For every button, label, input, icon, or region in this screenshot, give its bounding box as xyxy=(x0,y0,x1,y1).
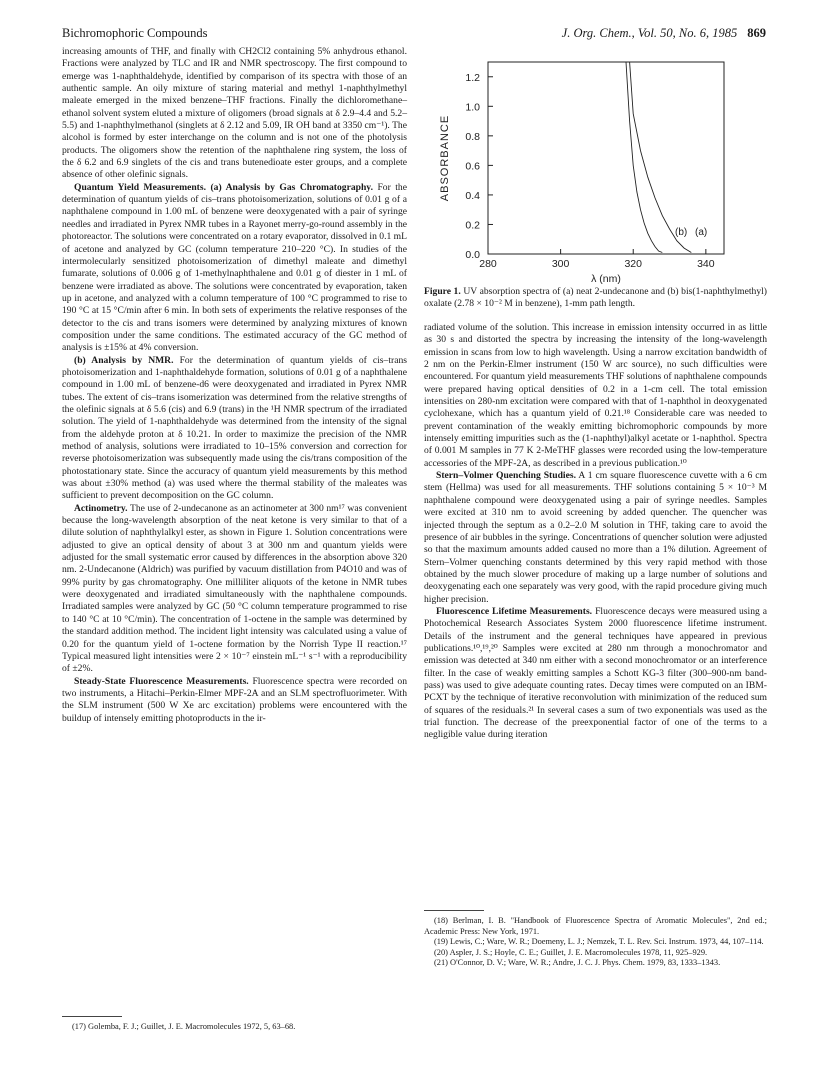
paragraph xyxy=(424,470,767,606)
paragraph-text: Fluorescence spectra were recorded on two instruments, a Hitachi–Perkin-Elmer MPF-2A and an SLM spectrofluorimeter. With the SLM instrument (500 W Xe arc excitation) problems were encountered with the buildup of intensely emitting photoproducts in the ir- xyxy=(62,675,407,724)
figure-1-chart xyxy=(424,56,767,286)
running-header-right xyxy=(562,26,766,41)
x-axis-label: λ (nm) xyxy=(591,273,621,285)
y-axis-label: ABSORBANCE xyxy=(439,114,451,202)
x-tick-label: 300 xyxy=(551,258,570,270)
reference-item: (20) Aspler, J. S.; Hoyle, C. E.; Guillet, J. E. Macromolecules 1978, 11, 925–929. xyxy=(434,947,708,957)
section-heading: Quantum Yield Measurements. (a) Analysis by Gas Chromatography. xyxy=(74,181,373,193)
journal-citation: J. Org. Chem., Vol. 50, No. 6, 1985 xyxy=(561,26,738,40)
paragraph xyxy=(424,606,767,742)
paragraph xyxy=(62,182,407,355)
paragraph: radiated volume of the solution. This increase in emission intensity occurred in as little as 30 s and distorted the spectra by increasing the intensity of the long-wavelength emission in scans from low to high wavelength. Using a narrow excitation bandwidth of 2 nm on the Perkin-Elmer instrument (150 W arc source), no such difficulties were encountered. For quantum yield measurements THF solutions of naphthalene compounds were prepared having optical densities of 0.2 in a 1-cm cell. The total emission intensities on 280-nm excitation were compared with that of 1-naphthol in deoxygenated cyclohexane, which has a quantum yield of 0.21.¹⁸ Considerable care was needed to prevent contamination of the weakly emitting bichromophoric compounds by more intensely emitting impurities such as the (1-naphthyl)alkyl acetate or 1-naphthol. Spectra of 0.001 M samples in 77 K 2-MeTHF glasses were recorded using the low-temperature accessories of the MPF-2A, as described in a previous publication.¹⁰ xyxy=(424,322,767,469)
references-left xyxy=(62,1022,407,1033)
y-tick-label: 0.2 xyxy=(465,219,480,232)
reference-item: (17) Golemba, F. J.; Guillet, J. E. Macromolecules 1972, 5, 63–68. xyxy=(72,1022,296,1031)
series-label-b: (b) xyxy=(675,227,688,238)
footnote-rule-left xyxy=(62,1016,122,1017)
series-label-a: (a) xyxy=(695,227,708,238)
reference-item: (21) O'Connor, D. V.; Ware, W. R.; Andre, J. C. J. Phys. Chem. 1979, 83, 1333–1343. xyxy=(434,958,721,968)
section-heading: (b) Analysis by NMR. xyxy=(74,354,174,366)
running-header-left: Bichromophoric Compounds xyxy=(62,26,208,40)
references-right xyxy=(424,916,767,969)
page-number: 869 xyxy=(747,26,766,40)
y-tick-label: 0.8 xyxy=(465,130,480,143)
right-text-column xyxy=(424,322,767,742)
y-tick-label: 1.0 xyxy=(465,101,480,114)
paragraph-text: A 1 cm square fluorescence cuvette with a 6 cm stem (Hellma) was used for all measurements. THF solutions containing 5 × 10⁻³ M naphthalene compound were deoxygenated using a pair of syringe needles. Samples were excited at 310 nm to avoid screening by added quencher. The quencher was injected through the septum as a 0.2–2.0 M solution in THF, taking care to avoid the presence of air bubbles in the syringe. Concentrations of quencher solution were adjusted so that the maximum amounts added caused no more than a 1% dilution. Agreement of Stern–Volmer quenching constants determined by this very rapid method with those obtained by the much slower procedure of making up a large number of solutions and deoxygenating each one separately was very good, with the rapid procedure giving much higher precision. xyxy=(424,470,767,605)
paragraph xyxy=(62,355,407,503)
caption-text: UV absorption spectra of (a) neat 2-undecanone and (b) bis(1-naphthylmethyl) oxalate (2.78 × 10⁻² M in benzene), 1-mm path length. xyxy=(424,286,767,310)
paragraph xyxy=(62,676,407,725)
figure-caption xyxy=(424,286,767,310)
caption-label: Figure 1. xyxy=(424,286,461,297)
section-heading: Fluorescence Lifetime Measurements. xyxy=(436,605,593,617)
footnote-rule-right xyxy=(424,910,484,911)
plot-frame xyxy=(488,62,724,254)
y-tick-label: 0.6 xyxy=(465,160,480,173)
paragraph-text: For the determination of quantum yields of cis–trans photoisomerization and 1-naphthaldehyde formation, solutions of 0.01 g of a naphthalene compound in 1.00 mL of benzene-d6 were deoxygenated and irradiated in Pyrex NMR tubes. The extent of cis–trans isomerization was determined from the relative strengths of the olefinic signals at δ 5.6 (cis) and 6.9 (trans) in the ¹H NMR spectrum of the irradiated solution. The yield of 1-naphthaldehyde was determined from the intensity of the signal from the aldehyde proton at δ 10.21. In order to maximize the precision of the NMR method of analysis, solutions were irradiated to 10–15% conversion and correction for reverse photoisomerization was subsequently made using the cis/trans composition of the photostationary state. Since the accuracy of quantum yield measurements by this method was about ±30% method (a) was used where the thermal stability of the maleates was sufficient to prevent decomposition on the GC column. xyxy=(62,354,407,502)
reference-item: (19) Lewis, C.; Ware, W. R.; Doemeny, L. J.; Nemzek, T. L. Rev. Sci. Instrum. 1973, 44, 107–114. xyxy=(434,937,764,947)
paragraph xyxy=(62,503,407,676)
paragraph-text: Fluorescence decays were measured using a Photochemical Research Associates System 2000 fluorescence lifetime instrument. Details of the instrument and the general techniques have appeared in previous publications.¹⁰,¹⁹,²⁰ Samples were excited at 280 nm through a monochromator and emission was detected at 340 nm either with a second monochromator or an interference filter. In the case of weakly emitting samples a Schott KG-3 filter (300–900-nm band-pass) was used to give adequate counting rates. Decay times were computed on an IBM-PCXT by the technique of iterative reconvolution with minimization of the reduced sum of squares of the residuals.²¹ In several cases a sum of two exponentials was used as the trial function. The decrease of the preexponential factor of one of the terms to a negligible value during iteration xyxy=(424,605,768,741)
section-heading: Actinometry. xyxy=(74,502,128,514)
paragraph: increasing amounts of THF, and finally with CH2Cl2 containing 5% anhydrous ethanol. Fractions were analyzed by TLC and IR and NMR spectroscopy. The first compound to emerge was 1-naphthaldehyde, identified by comparison of its spectra with those of an authentic sample. An oily mixture of staring material and methyl 1-naphthylmethyl maleate emerged in the mixed benzene–THF fractions. Finally the dichloromethane–ethanol solvent system eluted a mixture of oligomers (broad signals at δ 2.9–4.4 and 5.2–5.5) and 1-naphthylmethanol (singlets at δ 2.12 and 5.09, IR OH band at 3350 cm⁻¹). The alcohol is formed by ester interchange on the column and is not one of the photolysis products. The oligomers show the retention of the naphthalene ring system, the loss of the δ 6.2 and 6.9 singlets of the cis and trans butenedioate ester groups, and a complete absence of other olefinic signals. xyxy=(62,46,407,181)
section-heading: Stern–Volmer Quenching Studies. xyxy=(436,470,576,482)
paragraph-text: For the determination of quantum yields of cis–trans photoisomerization, solutions of 0.01 g of a naphthalene compound in 1.00 mL of benzene were deoxygenated with a pair of syringe needles and irradiated in Pyrex NMR tubes in a Rayonet merry-go-round assembly in the photoreactor. The solutions were concentrated on a rotary evaporator, dissolved in 0.1 mL of acetone and analyzed by GC (column temperature 210–220 °C). In studies of the intermolecularly sensitized photoisomerization of dimethyl maleate and dimethyl fumarate, solutions of 0.006 g of 1-methylnaphthalene and 0.01 g of diester in 1 mL of benzene were irradiated as above. The solutions were concentrated by evaporation, taken up in acetone, and analyzed with a column temperature of 100 °C programmed to rise to 190 °C at 15 °C/min after 6 min. In both sets of experiments the relative responses of the detector to the cis and trans isomers were determined by analyzing mixtures of known composition under the same conditions. The estimated accuracy of the GC method of analysis is ±15% at 4% conversion. xyxy=(62,181,407,354)
y-tick-label: 0.0 xyxy=(465,249,480,261)
series-line-a xyxy=(630,62,692,253)
x-tick-label: 320 xyxy=(624,258,642,270)
x-tick-label: 280 xyxy=(479,258,497,270)
y-tick-label: 1.2 xyxy=(465,71,480,84)
section-heading: Steady-State Fluorescence Measurements. xyxy=(74,675,249,687)
left-text-column xyxy=(62,46,407,725)
paragraph-text: The use of 2-undecanone as an actinometer at 300 nm¹⁷ was convenient because the long-wavelength absorption of the neat ketone is very similar to that of a dilute solution of naphthylalkyl ester, as shown in Figure 1. Solution concentrations were adjusted to give an optical density of about 3 at 300 nm and quantum yields were adjusted for the small systematic error caused by differences in the absorption above 320 nm. 2-Undecanone (Aldrich) was purified by vacuum distillation from P4O10 and was of 99% purity by gas chromatography. One milliliter aliquots of the ketone in NMR tubes were deoxygenated and irradiated simultaneously with the naphthalene compounds. Irradiated samples were analyzed by GC (50 °C column temperature programmed to rise to 140 °C at 10 °C/min). The concentration of 1-octene in the sample was determined by the standard addition method. The incident light intensity was calculated using a value of 0.20 for the quantum yield of 1-octene formation by the Norrish Type II reaction.¹⁷ Typical measured light intensities were 2 × 10⁻⁷ einstein mL⁻¹ s⁻¹ with a reproducibility of ±2%. xyxy=(62,502,408,675)
x-tick-label: 340 xyxy=(697,258,715,270)
absorption-spectrum-plot xyxy=(424,56,767,286)
reference-item: (18) Berlman, I. B. "Handbook of Fluorescence Spectra of Aromatic Molecules", 2nd ed.; Academic Press: New York, 1971. xyxy=(424,916,767,936)
y-tick-label: 0.4 xyxy=(465,189,480,202)
